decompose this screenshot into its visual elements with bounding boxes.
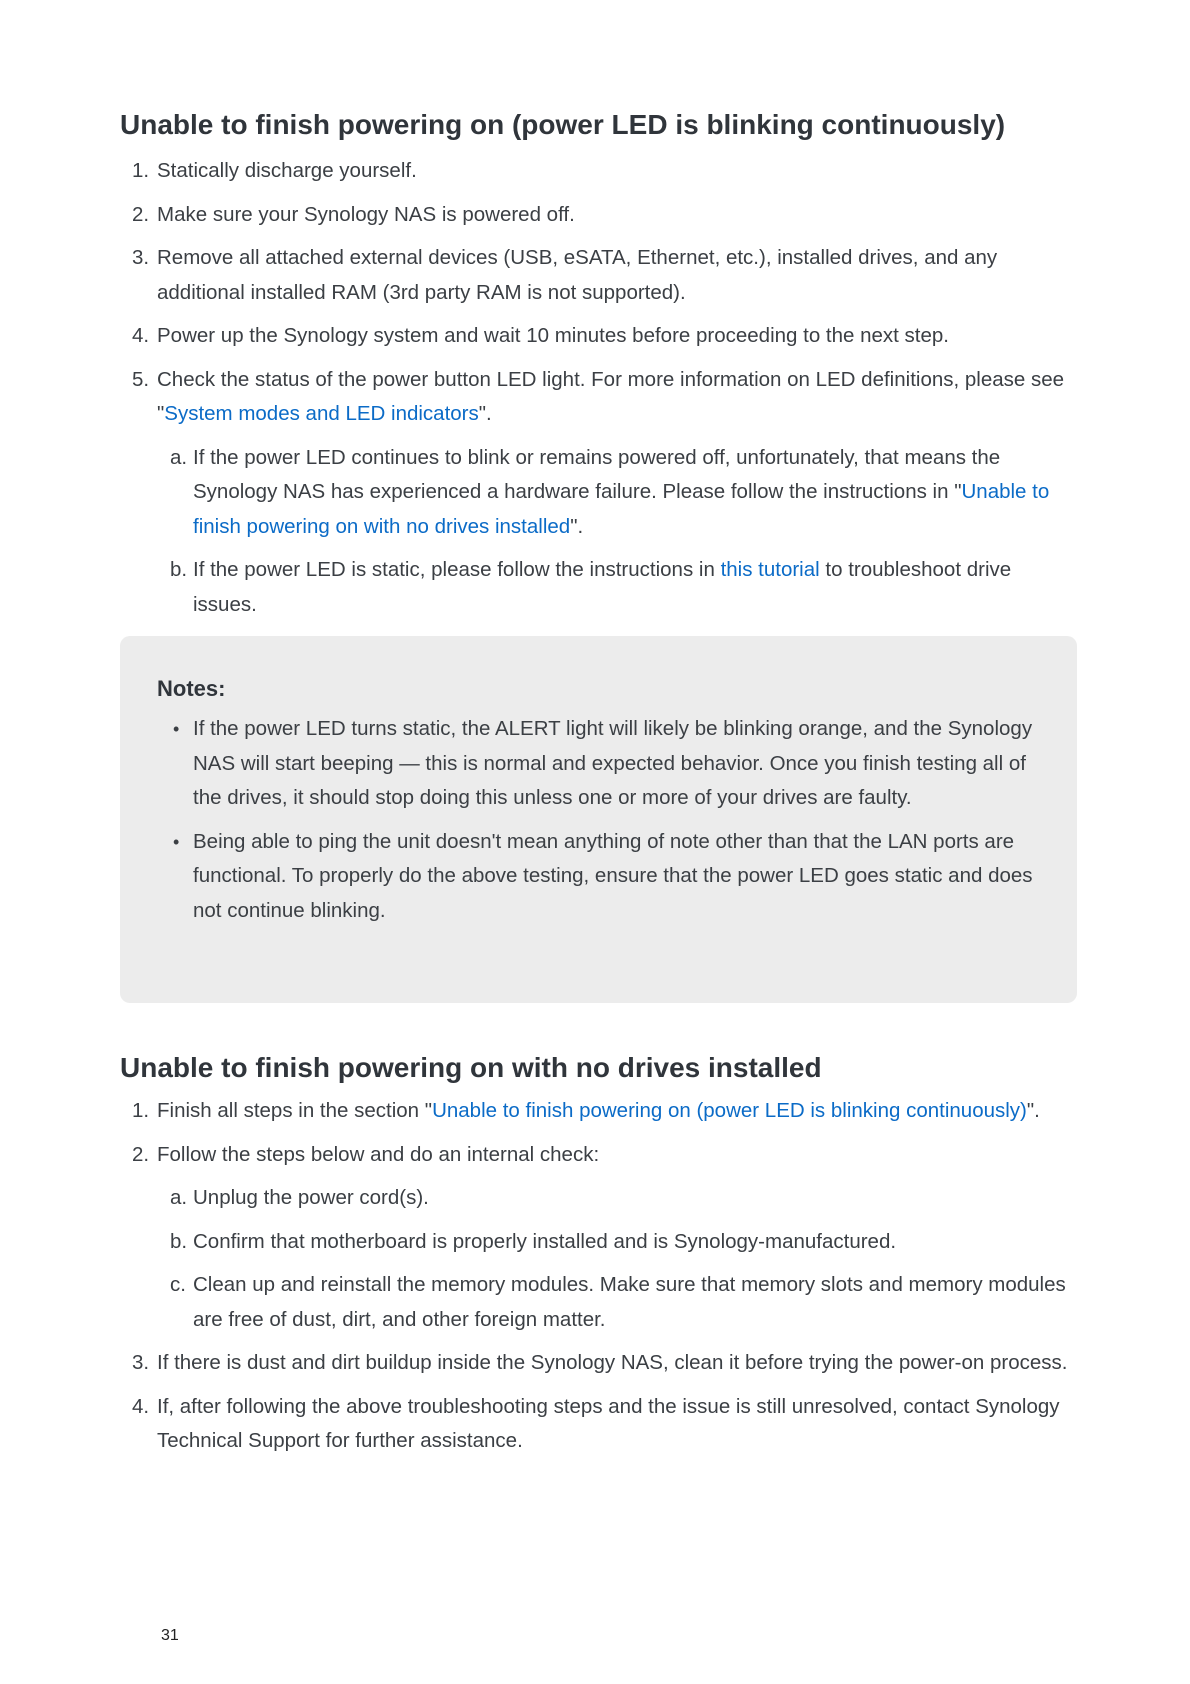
link-system-modes-led[interactable]: System modes and LED indicators xyxy=(164,402,479,425)
section-title: Unable to finish powering on (power LED is blinking continuously) xyxy=(120,109,1006,140)
section-title: Unable to finish powering on with no drives installed xyxy=(120,1052,822,1083)
note-text: Being able to ping the unit doesn't mean anything of note other than that the LAN ports are functional. To properly do the above testing, ensure that the power LED goes static and does not continue blinking. xyxy=(193,829,1033,922)
step-text: Statically discharge yourself. xyxy=(157,159,417,182)
list-item xyxy=(120,198,1080,233)
note-text: If the power LED turns static, the ALERT light will likely be blinking orange, and the Synology NAS will start beeping — this is normal and expected behavior. Once you finish testing all of the drives, it should stop doing this unless one or more of your drives are faulty. xyxy=(193,717,1033,809)
notes-list xyxy=(157,712,1040,928)
list-item xyxy=(120,1094,1080,1129)
list-item xyxy=(157,712,1040,816)
substep-text: If the power LED is static, please follow the instructions in xyxy=(193,558,721,581)
substep-letter: a. xyxy=(170,1186,188,1209)
step-number: 5. xyxy=(132,367,150,391)
substep-letter: a. xyxy=(170,445,188,469)
step-text: Remove all attached external devices (USB, eSATA, Ethernet, etc.), installed drives, and any additional installed RAM (3rd party RAM is not supported). xyxy=(157,246,998,304)
list-item xyxy=(120,241,1080,310)
list-item xyxy=(157,1181,1080,1216)
steps-list xyxy=(120,154,1080,631)
step-text: If, after following the above troubleshooting steps and the issue is still unresolved, contact Synology Technical Support for further assistance. xyxy=(157,1394,1060,1452)
steps-list xyxy=(120,1094,1080,1468)
step-number: 4. xyxy=(132,324,150,347)
list-item xyxy=(120,363,1080,623)
step-number: 3. xyxy=(132,1351,150,1374)
step-number: 2. xyxy=(132,202,150,226)
step-text: Follow the steps below and do an internal check: xyxy=(157,1142,600,1166)
list-item xyxy=(120,1346,1080,1381)
step-number: 3. xyxy=(132,246,150,269)
bullet-icon: • xyxy=(173,719,180,739)
step-text: ". xyxy=(1026,1099,1040,1122)
step-number: 2. xyxy=(132,1142,150,1166)
step-number: 4. xyxy=(132,1394,150,1418)
list-item xyxy=(157,441,1080,545)
substep-letter: b. xyxy=(170,558,188,581)
page-number: 31 xyxy=(161,1627,179,1644)
step-text: Make sure your Synology NAS is powered off. xyxy=(157,202,575,226)
substep-letter: c. xyxy=(170,1273,186,1296)
notes-box xyxy=(120,636,1077,1003)
list-item xyxy=(157,1225,1080,1260)
step-text: If there is dust and dirt buildup inside the Synology NAS, clean it before trying the power-on process. xyxy=(157,1351,1068,1374)
substep-text: ". xyxy=(570,514,584,538)
link-this-tutorial[interactable]: this tutorial xyxy=(720,558,820,581)
substeps-list xyxy=(157,1181,1080,1337)
substep-text: Confirm that motherboard is properly installed and is Synology-manufactured. xyxy=(193,1229,897,1253)
list-item xyxy=(157,825,1040,929)
substep-text: Clean up and reinstall the memory modules. Make sure that memory slots and memory modules are free of dust, dirt, and other foreign matter. xyxy=(193,1273,1066,1331)
substep-text: Unplug the power cord(s). xyxy=(193,1186,429,1209)
substeps-list xyxy=(157,441,1080,623)
step-number: 1. xyxy=(132,1099,150,1122)
list-item xyxy=(157,553,1080,622)
substep-letter: b. xyxy=(170,1229,188,1253)
list-item xyxy=(120,154,1080,189)
list-item xyxy=(157,1268,1080,1337)
substep-text: If the power LED continues to blink or remains powered off, unfortunately, that means the Synology NAS has experienced a hardware failure. Please follow the instructions in " xyxy=(193,445,1001,503)
step-text: ". xyxy=(478,402,492,425)
notes-title: Notes: xyxy=(157,676,226,701)
step-text: Finish all steps in the section " xyxy=(157,1099,433,1122)
list-item xyxy=(120,1390,1080,1459)
step-text: Check the status of the power button LED light. For more information on LED definitions, please see " xyxy=(157,367,1065,425)
list-item xyxy=(120,319,1080,354)
link-no-drives-installed[interactable]: Unable to finish powering on with no drives installed xyxy=(193,480,1050,538)
step-text: Power up the Synology system and wait 10 minutes before proceeding to the next step. xyxy=(157,324,949,347)
link-power-led-blinking[interactable]: Unable to finish powering on (power LED is blinking continuously) xyxy=(432,1099,1027,1122)
bullet-icon: • xyxy=(173,831,180,852)
list-item xyxy=(120,1138,1080,1338)
step-number: 1. xyxy=(132,159,150,182)
substep-text: to troubleshoot drive issues. xyxy=(193,558,1012,616)
